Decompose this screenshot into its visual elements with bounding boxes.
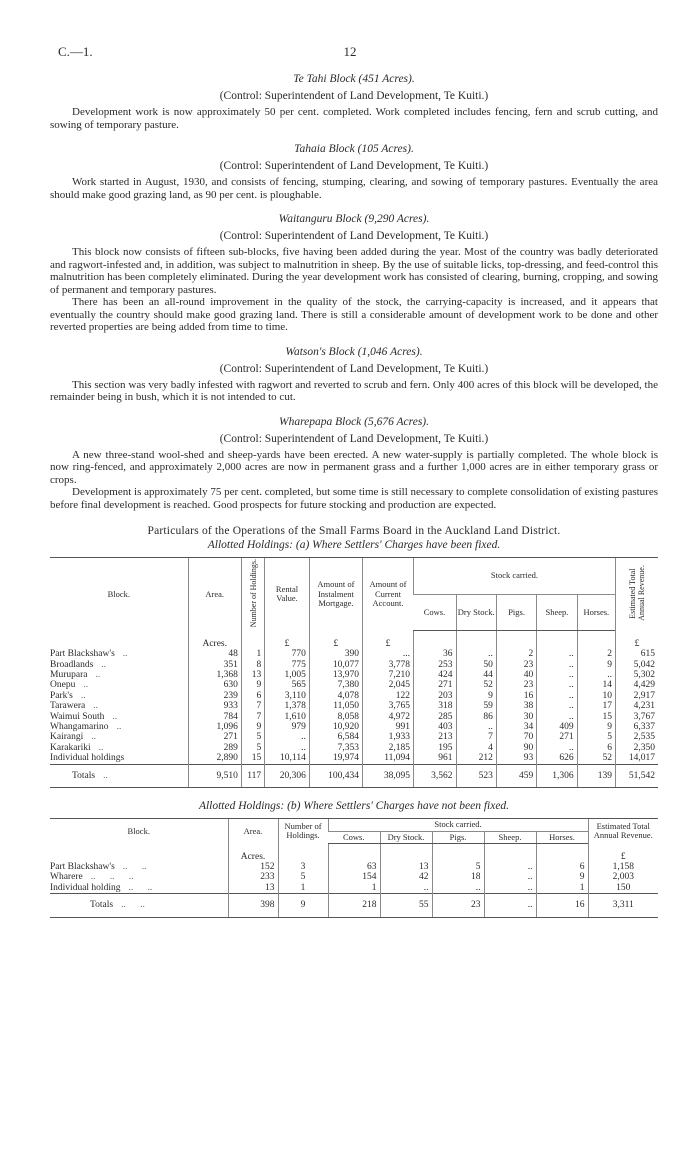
- cell-rental: 1,378: [265, 701, 310, 711]
- page-number: 12: [343, 44, 357, 59]
- total-sheep: ..: [484, 894, 536, 917]
- block-title: Tahaia Block (105 Acres).: [294, 143, 414, 155]
- cell-horses: 15: [577, 712, 615, 722]
- cell-instalment: 10,077: [309, 660, 362, 670]
- cell-pigs: 23: [496, 680, 536, 690]
- body-paragraph: There has been an all-round improvement in the quality of the stock, the carrying-capacity is increased, and it appears that eventually the country should make good grazing land. There is still a considerable amount of development work to be done and other reverted properties are being added from time to time.: [50, 296, 658, 333]
- cell-current: 991: [362, 722, 413, 732]
- control-line: (Control: Superintendent of Land Development, Te Kuiti.): [219, 362, 489, 375]
- cell-dry: 44: [456, 670, 496, 680]
- total-rental: 20,306: [265, 764, 310, 787]
- cell-holdings: 8: [241, 660, 264, 670]
- block-name-cell: [50, 872, 228, 882]
- total-sheep: 1,306: [537, 764, 577, 787]
- cell-sheep: ..: [484, 883, 536, 894]
- cell-horses: 2: [577, 649, 615, 659]
- cell-dry: 13: [380, 862, 432, 872]
- table-row: [50, 712, 658, 722]
- cell-instalment: 7,353: [309, 743, 362, 753]
- table-b-subtitle: Allotted Holdings: (b) Where Settlers' Charges have not been fixed.: [198, 800, 510, 812]
- cell-holdings: 1: [278, 883, 328, 894]
- cell-area: 933: [188, 701, 241, 711]
- cell-area: 289: [188, 743, 241, 753]
- cell-holdings: 9: [241, 680, 264, 690]
- cell-holdings: 5: [278, 872, 328, 882]
- cell-holdings: 9: [241, 722, 264, 732]
- block-name-cell: [50, 680, 188, 690]
- cell-instalment: 8,058: [309, 712, 362, 722]
- table-row: [50, 732, 658, 742]
- col-revenue: Estimated Total Annual Revenue.: [615, 558, 658, 631]
- cell-horses: 10: [577, 691, 615, 701]
- body-paragraph: Work started in August, 1930, and consists of fencing, stumping, clearing, and sowing of temporary pastures. Eventually the area should make good grazing land, as 90 per cent. is ploughable.: [50, 176, 658, 201]
- leader-dots: .. .. ..: [90, 872, 134, 883]
- block-name: Tarawera: [50, 701, 86, 712]
- cell-dry: 9: [456, 691, 496, 701]
- cell-instalment: 7,380: [309, 680, 362, 690]
- cell-pigs: 90: [496, 743, 536, 753]
- col-pigs: Pigs.: [496, 594, 536, 631]
- leader-dots: ..: [112, 711, 118, 722]
- block-name: Onepu: [50, 680, 76, 691]
- table-row: [50, 701, 658, 711]
- leader-dots: .. ..: [122, 861, 147, 872]
- cell-pigs: 2: [496, 649, 536, 659]
- cell-current: 4,972: [362, 712, 413, 722]
- cell-rental: 979: [265, 722, 310, 732]
- col-horses: Horses.: [577, 594, 615, 631]
- cell-current: 2,045: [362, 680, 413, 690]
- block-name: Broadlands: [50, 659, 94, 670]
- cell-pigs: 23: [496, 660, 536, 670]
- cell-current: ...: [362, 649, 413, 659]
- block-title: Te Tahi Block (451 Acres).: [293, 73, 415, 85]
- cell-sheep: ..: [537, 649, 577, 659]
- col-current: Amount of Current Account.: [362, 558, 413, 631]
- cell-current: 2,185: [362, 743, 413, 753]
- total-pigs: 23: [432, 894, 484, 917]
- table-row: [50, 862, 658, 872]
- leader-dots: ..: [95, 669, 101, 680]
- cell-dry: ..: [456, 722, 496, 732]
- block-name: Karakariki: [50, 742, 91, 753]
- table-row: [50, 660, 658, 670]
- block-name-cell: [50, 691, 188, 701]
- leader-dots: ..: [98, 742, 104, 753]
- cell-horses: 1: [536, 883, 588, 894]
- cell-current: 7,210: [362, 670, 413, 680]
- cell-horses: 5: [577, 732, 615, 742]
- cell-area: 351: [188, 660, 241, 670]
- cell-sheep: ..: [537, 670, 577, 680]
- cell-revenue: 2,350: [615, 743, 658, 753]
- leader-dots: ..: [83, 680, 89, 691]
- body-paragraph: A new three-stand wool-shed and sheep-yards have been erected. A new water-supply is partially completed. The whole block is now ring-fenced, and approximately 2,000 acres are now in permanent grass and a further 1,000 acres are in either temporary grass or crops.: [50, 448, 658, 486]
- cell-cows: 424: [413, 670, 456, 680]
- cell-cows: 318: [413, 701, 456, 711]
- cell-horses: 52: [577, 753, 615, 764]
- leader-dots: ..: [91, 732, 96, 743]
- table-b-body: [50, 844, 658, 918]
- cell-rental: ..: [265, 732, 310, 742]
- cell-area: 2,890: [188, 753, 241, 764]
- block-section: [50, 212, 658, 334]
- cell-cows: 1: [328, 883, 380, 894]
- cell-revenue: 5,042: [615, 660, 658, 670]
- b-col-cows: Cows.: [328, 831, 380, 844]
- table-row: [50, 691, 658, 701]
- cell-horses: ..: [577, 670, 615, 680]
- cell-pigs: 5: [432, 862, 484, 872]
- units-row: Acres. £: [50, 844, 658, 862]
- total-cows: 218: [328, 894, 380, 917]
- leader-dots: ..: [122, 649, 128, 660]
- cell-instalment: 13,970: [309, 670, 362, 680]
- col-sheep: Sheep.: [537, 594, 577, 631]
- table-a-subtitle: Allotted Holdings: (a) Where Settlers' Charges have been fixed.: [207, 539, 501, 551]
- cell-sheep: ..: [537, 680, 577, 690]
- total-holdings: 9: [278, 894, 328, 917]
- report-code: C.—1.: [58, 44, 93, 59]
- cell-area: 784: [188, 712, 241, 722]
- totals-row: [50, 764, 658, 787]
- cell-pigs: ..: [432, 883, 484, 894]
- block-name: Murupara: [50, 669, 88, 680]
- b-col-revenue: Estimated Total Annual Revenue.: [588, 819, 658, 844]
- block-name: Individual holdings: [50, 753, 125, 764]
- total-dry: 523: [456, 764, 496, 787]
- block-name-cell: [50, 660, 188, 670]
- table-row: [50, 670, 658, 680]
- cell-cows: 271: [413, 680, 456, 690]
- cell-current: 11,094: [362, 753, 413, 764]
- block-title: Wharepapa Block (5,676 Acres).: [279, 415, 429, 428]
- cell-holdings: 7: [241, 712, 264, 722]
- block-name: Wharere: [50, 872, 83, 883]
- cell-dry: 42: [380, 872, 432, 882]
- cell-horses: 17: [577, 701, 615, 711]
- block-name: Whangamarino: [50, 721, 109, 732]
- cell-horses: 6: [536, 862, 588, 872]
- control-line: (Control: Superintendent of Land Development, Te Kuiti.): [219, 160, 489, 172]
- cell-sheep: ..: [484, 862, 536, 872]
- cell-instalment: 10,920: [309, 722, 362, 732]
- block-name: Totals: [72, 770, 96, 781]
- cell-area: 48: [188, 649, 241, 659]
- cell-current: 3,778: [362, 660, 413, 670]
- block-name: Part Blackshaw's: [50, 649, 115, 660]
- block-name-cell: [50, 764, 188, 787]
- cell-pigs: 30: [496, 712, 536, 722]
- cell-holdings: 13: [241, 670, 264, 680]
- table-b: [50, 818, 658, 918]
- cell-revenue: 4,231: [615, 701, 658, 711]
- total-area: 9,510: [188, 764, 241, 787]
- cell-pigs: 16: [496, 691, 536, 701]
- block-section: [50, 415, 658, 512]
- cell-sheep: ..: [537, 701, 577, 711]
- b-col-area: Area.: [228, 819, 278, 844]
- block-name-cell: [50, 670, 188, 680]
- block-sections: [50, 72, 658, 511]
- table-row: [50, 722, 658, 732]
- cell-pigs: 40: [496, 670, 536, 680]
- cell-revenue: 1,158: [588, 862, 658, 872]
- block-name-cell: [50, 722, 188, 732]
- cell-revenue: 6,337: [615, 722, 658, 732]
- col-cows: Cows.: [413, 594, 456, 631]
- total-cows: 3,562: [413, 764, 456, 787]
- b-col-holdings: Number of Holdings.: [278, 819, 328, 844]
- cell-dry: 212: [456, 753, 496, 764]
- cell-sheep: ..: [537, 691, 577, 701]
- block-name: Totals: [90, 900, 114, 911]
- cell-sheep: 409: [537, 722, 577, 732]
- body-paragraph: This block now consists of fifteen sub-blocks, five having been added during the year. Most of the country was badly deteriorated and ragwort-infested and, in addition, was subject to malnutrition in sheep. By the use of suitable licks, top-dressing, and feed-control this malnutrition has been completely eliminated. During the year development work has consisted of clearing, burning, cropping, and sowing of permanent and temporary pastures.: [50, 246, 658, 296]
- cell-rental: 565: [265, 680, 310, 690]
- cell-revenue: 4,429: [615, 680, 658, 690]
- cell-sheep: ..: [537, 743, 577, 753]
- cell-dry: 59: [456, 701, 496, 711]
- cell-revenue: 14,017: [615, 753, 658, 764]
- cell-pigs: 70: [496, 732, 536, 742]
- control-line: (Control: Superintendent of Land Development, Te Kuiti.): [219, 90, 489, 102]
- table-row: [50, 649, 658, 659]
- total-dry: 55: [380, 894, 432, 917]
- block-name-cell: [50, 743, 188, 753]
- col-block: Block.: [50, 558, 188, 631]
- block-name-cell: [50, 701, 188, 711]
- leader-dots: .. ..: [128, 882, 153, 893]
- col-holdings: Number of Holdings.: [241, 558, 264, 631]
- cell-revenue: 2,003: [588, 872, 658, 882]
- cell-area: 152: [228, 862, 278, 872]
- cell-sheep: 626: [537, 753, 577, 764]
- table-row: [50, 743, 658, 753]
- cell-horses: 9: [577, 722, 615, 732]
- b-col-sheep: Sheep.: [484, 831, 536, 844]
- table-a: [50, 557, 658, 788]
- control-line: (Control: Superintendent of Land Development, Te Kuiti.): [219, 230, 489, 242]
- cell-dry: 4: [456, 743, 496, 753]
- particulars-title: Particulars of the Operations of the Small Farms Board in the Auckland Land District.: [147, 525, 561, 537]
- cell-area: 239: [188, 691, 241, 701]
- leader-dots: ..: [103, 770, 108, 781]
- cell-area: 1,368: [188, 670, 241, 680]
- cell-holdings: 1: [241, 649, 264, 659]
- block-title: Waitanguru Block (9,290 Acres).: [278, 213, 430, 225]
- block-name-cell: [50, 862, 228, 872]
- cell-area: 13: [228, 883, 278, 894]
- block-name: Individual holding: [50, 882, 121, 893]
- cell-holdings: 7: [241, 701, 264, 711]
- table-a-body: [50, 631, 658, 788]
- total-horses: 139: [577, 764, 615, 787]
- b-col-horses: Horses.: [536, 831, 588, 844]
- cell-rental: 770: [265, 649, 310, 659]
- cell-sheep: 271: [537, 732, 577, 742]
- totals-row: [50, 894, 658, 917]
- total-current: 38,095: [362, 764, 413, 787]
- table-row: [50, 883, 658, 894]
- cell-rental: ..: [265, 743, 310, 753]
- cell-area: 1,096: [188, 722, 241, 732]
- cell-cows: 253: [413, 660, 456, 670]
- cell-revenue: 2,917: [615, 691, 658, 701]
- content: [50, 72, 658, 918]
- cell-rental: 1,610: [265, 712, 310, 722]
- table-row: [50, 872, 658, 882]
- col-area: Area.: [188, 558, 241, 631]
- table-row: [50, 680, 658, 690]
- cell-instalment: 19,974: [309, 753, 362, 764]
- block-name: Kairangi: [50, 732, 84, 743]
- cell-cows: 961: [413, 753, 456, 764]
- total-holdings: 117: [241, 764, 264, 787]
- cell-instalment: 390: [309, 649, 362, 659]
- block-name-cell: [50, 753, 188, 764]
- cell-cows: 154: [328, 872, 380, 882]
- block-section: [50, 142, 658, 201]
- cell-pigs: 93: [496, 753, 536, 764]
- cell-horses: 9: [577, 660, 615, 670]
- cell-cows: 213: [413, 732, 456, 742]
- leader-dots: .. ..: [121, 900, 145, 911]
- block-name: Waimui South: [50, 711, 105, 722]
- cell-dry: 52: [456, 680, 496, 690]
- cell-horses: 14: [577, 680, 615, 690]
- cell-revenue: 615: [615, 649, 658, 659]
- block-section: [50, 72, 658, 131]
- cell-dry: 86: [456, 712, 496, 722]
- total-horses: 16: [536, 894, 588, 917]
- leader-dots: ..: [116, 721, 122, 732]
- cell-revenue: 3,767: [615, 712, 658, 722]
- total-revenue: 51,542: [615, 764, 658, 787]
- cell-holdings: 3: [278, 862, 328, 872]
- cell-sheep: ..: [537, 712, 577, 722]
- total-pigs: 459: [496, 764, 536, 787]
- cell-area: 233: [228, 872, 278, 882]
- cell-cows: 403: [413, 722, 456, 732]
- cell-current: 122: [362, 691, 413, 701]
- b-col-block: Block.: [50, 819, 228, 844]
- body-paragraph: Development is approximately 75 per cent. completed, but some time is still necessary to complete consolidation of existing pastures before final development is reached. Good prospects for future stocking and production are expected.: [50, 486, 658, 511]
- cell-rental: 775: [265, 660, 310, 670]
- cell-rental: 3,110: [265, 691, 310, 701]
- cell-pigs: 38: [496, 701, 536, 711]
- cell-area: 271: [188, 732, 241, 742]
- cell-rental: 1,005: [265, 670, 310, 680]
- cell-cows: 63: [328, 862, 380, 872]
- cell-holdings: 5: [241, 732, 264, 742]
- b-col-stock-carried: Stock carried.: [328, 819, 588, 832]
- col-dry-stock: Dry Stock.: [456, 594, 496, 631]
- cell-cows: 36: [413, 649, 456, 659]
- col-rental: Rental Value.: [265, 558, 310, 631]
- cell-holdings: 15: [241, 753, 264, 764]
- block-name-cell: [50, 732, 188, 742]
- col-instalment: Amount of Instalment Mortgage.: [309, 558, 362, 631]
- cell-revenue: 2,535: [615, 732, 658, 742]
- block-name-cell: [50, 649, 188, 659]
- cell-cows: 195: [413, 743, 456, 753]
- b-col-pigs: Pigs.: [432, 831, 484, 844]
- cell-instalment: 4,078: [309, 691, 362, 701]
- leader-dots: ..: [101, 659, 107, 670]
- cell-current: 1,933: [362, 732, 413, 742]
- block-title: Watson's Block (1,046 Acres).: [285, 345, 423, 358]
- cell-holdings: 5: [241, 743, 264, 753]
- total-area: 398: [228, 894, 278, 917]
- cell-dry: 7: [456, 732, 496, 742]
- cell-cows: 203: [413, 691, 456, 701]
- cell-revenue: 5,302: [615, 670, 658, 680]
- cell-instalment: 6,584: [309, 732, 362, 742]
- b-col-dry-stock: Dry Stock.: [380, 831, 432, 844]
- cell-instalment: 11,050: [309, 701, 362, 711]
- cell-cows: 285: [413, 712, 456, 722]
- cell-pigs: 18: [432, 872, 484, 882]
- block-name: Part Blackshaw's: [50, 861, 115, 872]
- cell-sheep: ..: [537, 660, 577, 670]
- leader-dots: ..: [80, 690, 86, 701]
- block-name-cell: [50, 894, 228, 917]
- cell-pigs: 34: [496, 722, 536, 732]
- leader-dots: ..: [93, 701, 98, 712]
- col-stock-carried: Stock carried.: [413, 558, 615, 595]
- cell-revenue: 150: [588, 883, 658, 894]
- cell-sheep: ..: [484, 872, 536, 882]
- total-revenue: 3,311: [588, 894, 658, 917]
- cell-dry: 50: [456, 660, 496, 670]
- cell-dry: ..: [380, 883, 432, 894]
- block-name: Park's: [50, 690, 73, 701]
- block-name-cell: [50, 712, 188, 722]
- cell-current: 3,765: [362, 701, 413, 711]
- units-row: Acres. £ £ £ £: [50, 631, 658, 649]
- cell-horses: 9: [536, 872, 588, 882]
- cell-dry: ..: [456, 649, 496, 659]
- total-instalment: 100,434: [309, 764, 362, 787]
- cell-area: 630: [188, 680, 241, 690]
- control-line: (Control: Superintendent of Land Development, Te Kuiti.): [219, 432, 489, 445]
- block-name-cell: [50, 883, 228, 894]
- table-row: [50, 753, 658, 764]
- cell-horses: 6: [577, 743, 615, 753]
- block-section: [50, 345, 658, 404]
- cell-holdings: 6: [241, 691, 264, 701]
- cell-rental: 10,114: [265, 753, 310, 764]
- body-paragraph: Development work is now approximately 50 per cent. completed. Work completed includes fencing, fern and scrub cutting, and sowing of temporary pasture.: [50, 106, 658, 131]
- body-paragraph: This section was very badly infested with ragwort and reverted to scrub and fern. Only 400 acres of this block will be developed, the remainder being in bush, which it is not intended to cut.: [50, 378, 658, 403]
